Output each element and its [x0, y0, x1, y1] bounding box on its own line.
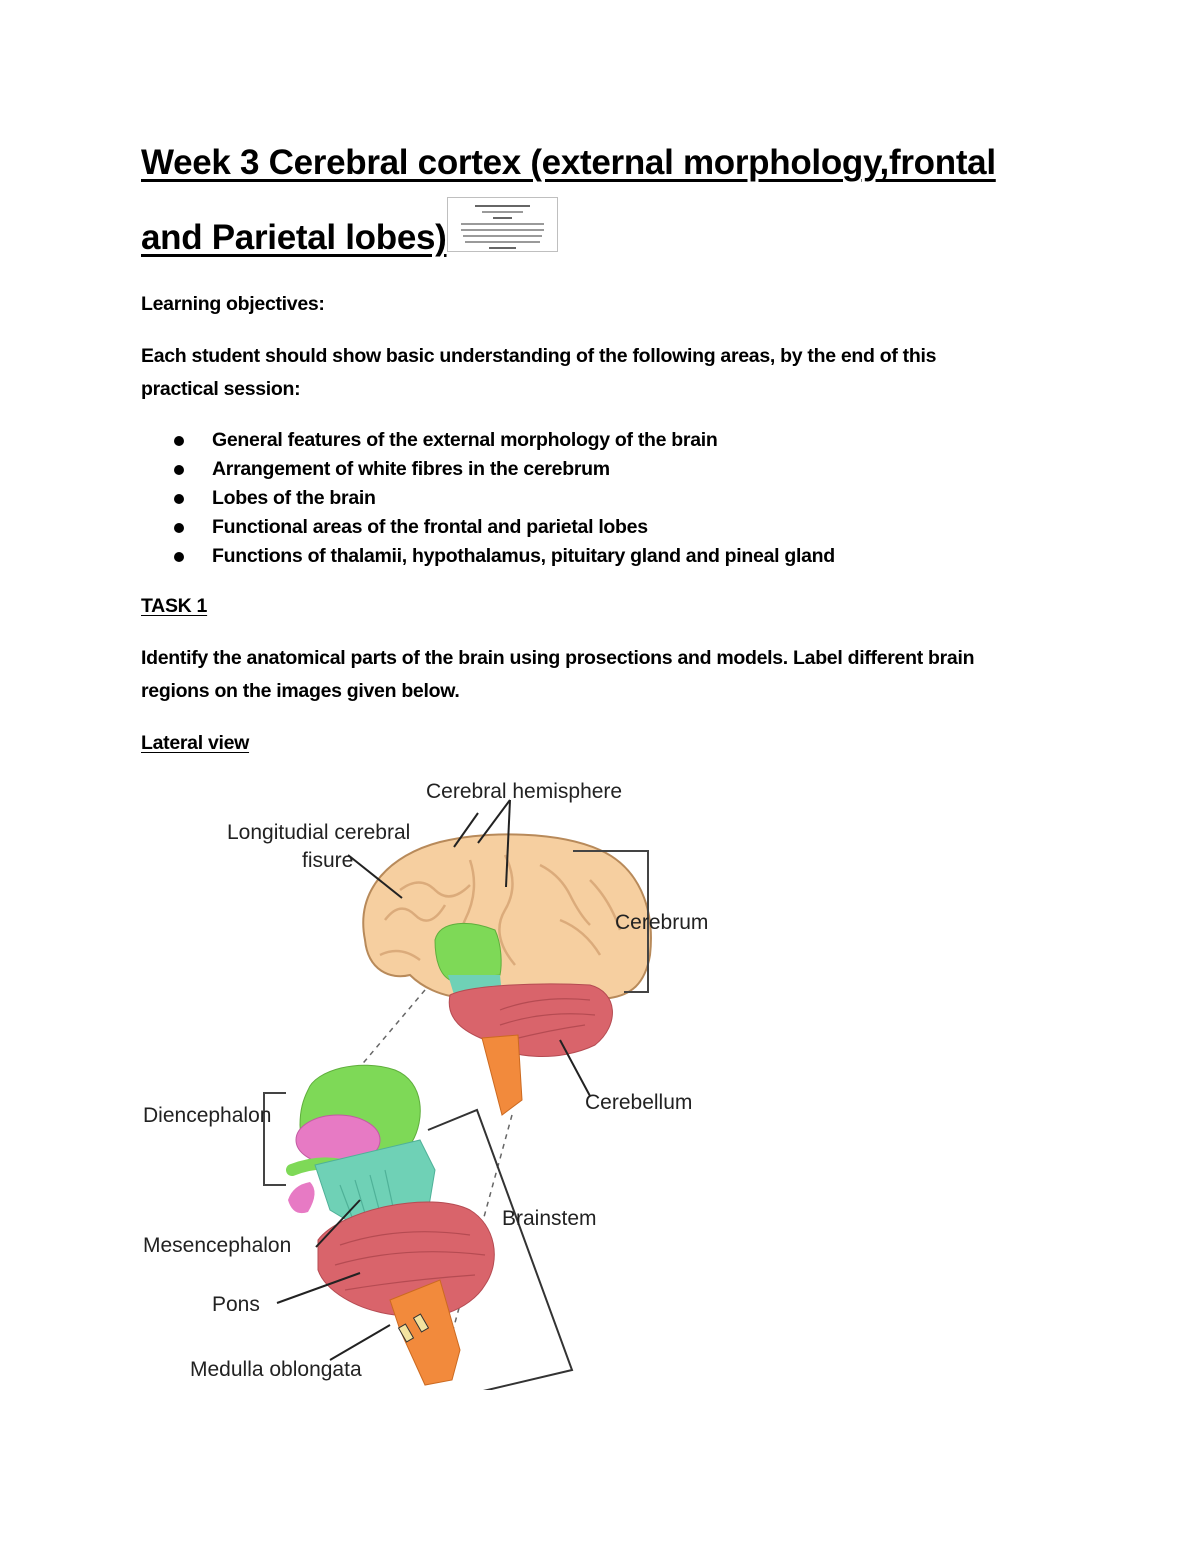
brain-lateral-view-figure — [140, 770, 740, 1390]
document-title-line-2: and Parietal lobes) — [141, 218, 447, 257]
task-line-2: regions on the images given below. — [141, 680, 460, 702]
intro-line-2: practical session: — [141, 378, 301, 400]
label-cerebrum: Cerebrum — [615, 911, 709, 934]
label-brainstem: Brainstem — [502, 1207, 597, 1230]
task-heading: TASK 1 — [141, 595, 208, 617]
objective-item: Functions of thalamii, hypothalamus, pituitary gland and pineal gland — [172, 542, 835, 571]
objectives-list — [172, 426, 835, 571]
label-diencephalon: Diencephalon — [143, 1104, 272, 1127]
bullet-icon — [174, 552, 184, 562]
objective-item: Lobes of the brain — [172, 484, 835, 513]
label-cerebellum: Cerebellum — [585, 1091, 693, 1114]
embedded-document-thumbnail[interactable] — [447, 197, 558, 252]
section-heading-lateral-view: Lateral view — [141, 732, 250, 754]
label-longitudinal-fissure-line1: Longitudial cerebral — [227, 821, 411, 844]
label-longitudinal-fissure-line2: fisure — [302, 849, 354, 872]
objective-item: Arrangement of white fibres in the cerebrum — [172, 455, 835, 484]
document-title-line-1: Week 3 Cerebral cortex (external morphology,frontal — [141, 143, 996, 182]
bullet-icon — [174, 465, 184, 475]
label-cerebral-hemisphere: Cerebral hemisphere — [426, 780, 623, 803]
bullet-icon — [174, 523, 184, 533]
bullet-icon — [174, 436, 184, 446]
task-line-1: Identify the anatomical parts of the brain using prosections and models. Label different brain — [141, 647, 975, 669]
label-medulla-oblongata: Medulla oblongata — [190, 1358, 362, 1381]
bullet-icon — [174, 494, 184, 504]
label-mesencephalon: Mesencephalon — [143, 1234, 292, 1257]
objective-item: Functional areas of the frontal and parietal lobes — [172, 513, 835, 542]
learning-objectives-heading: Learning objectives: — [141, 293, 325, 315]
intro-line-1: Each student should show basic understanding of the following areas, by the end of this — [141, 345, 937, 367]
label-pons: Pons — [212, 1293, 260, 1316]
objective-item: General features of the external morphology of the brain — [172, 426, 835, 455]
